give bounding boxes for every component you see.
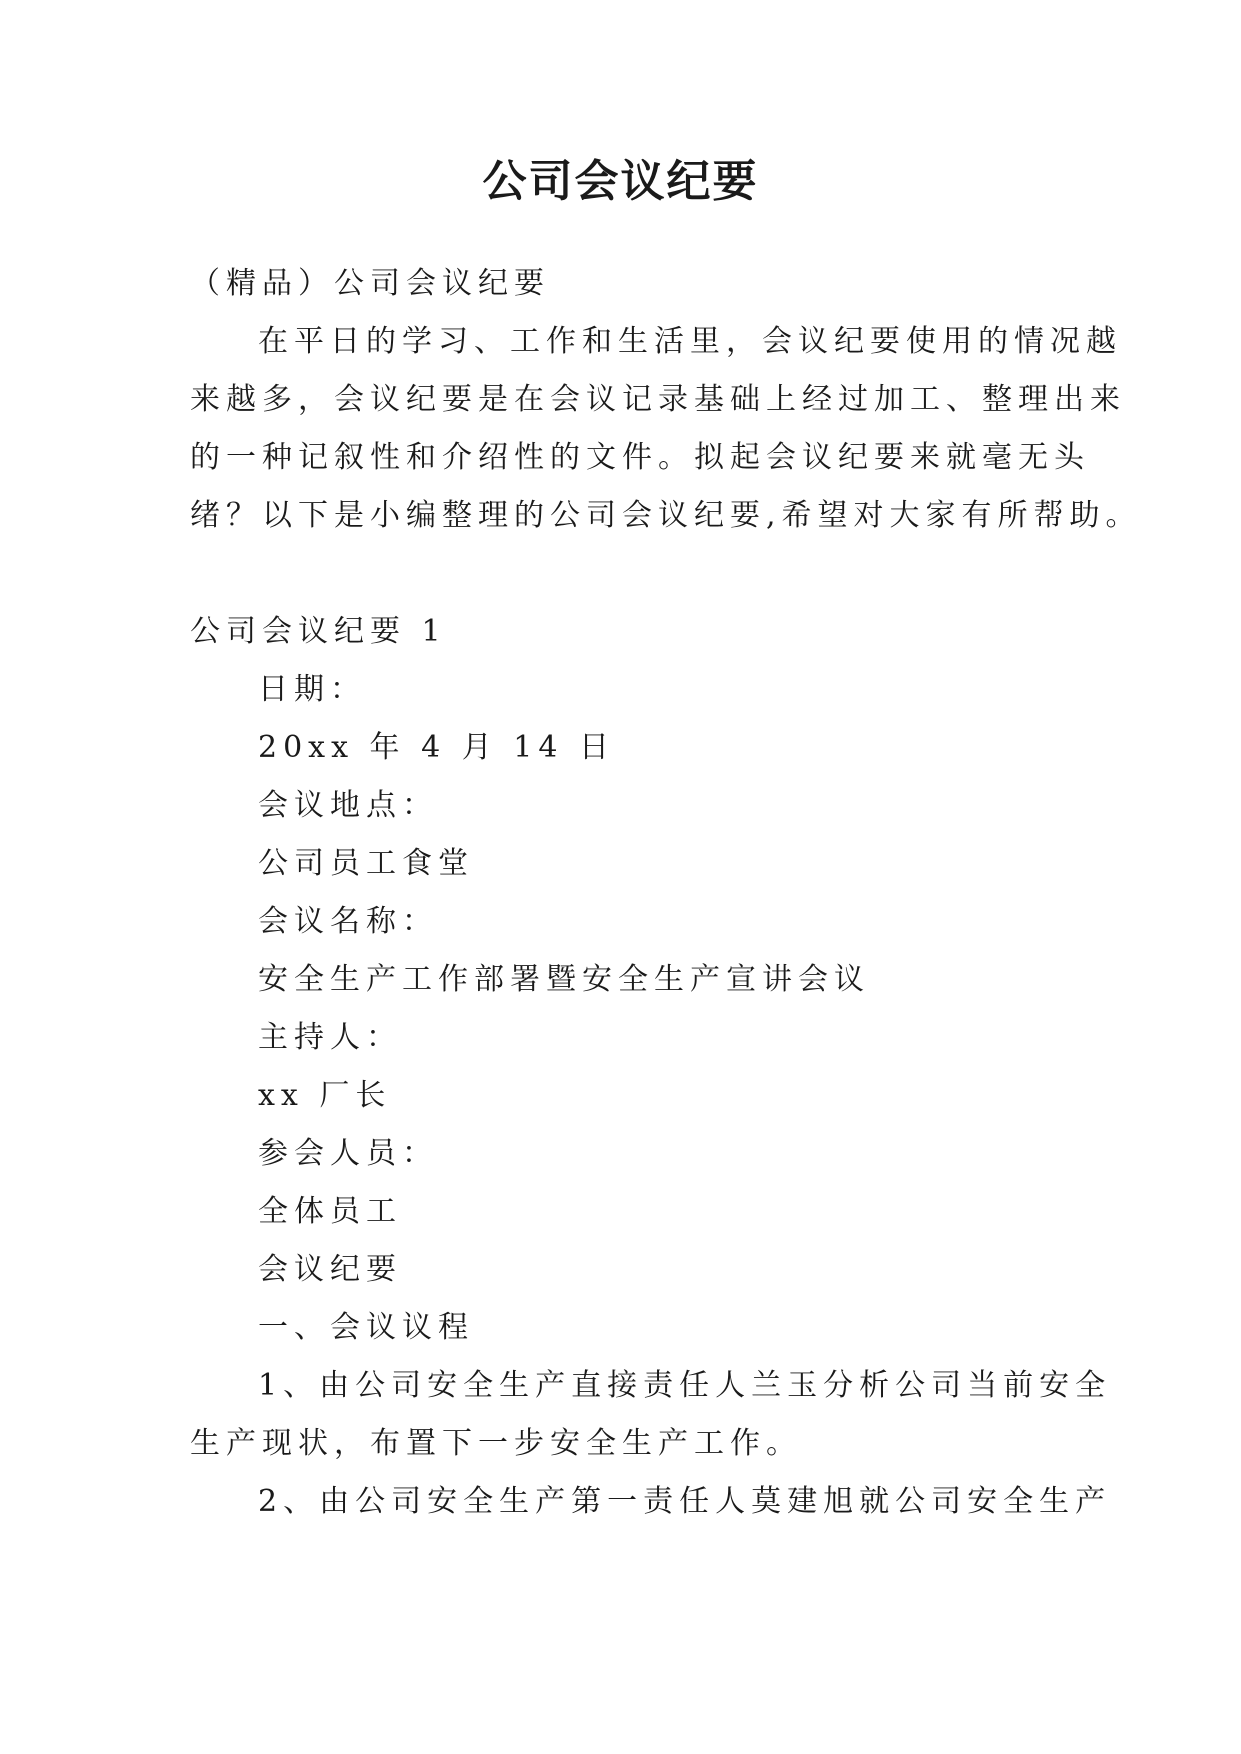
location-value: 公司员工食堂 [258,846,474,881]
intro-line: 在平日的学习、工作和生活里，会议纪要使用的情况越 [258,324,1122,359]
agenda-item-2 [190,1473,1112,1531]
host-value: xx 厂长 [258,1078,392,1113]
agenda-item-1 [190,1357,1112,1473]
document-body [190,255,1142,1531]
meeting-name-label: 会议名称： [258,904,438,939]
meeting-fields [190,661,1050,1357]
minutes-heading: 会议纪要 [258,1252,402,1287]
section-heading: 公司会议纪要 1 [190,614,447,649]
date-label: 日期： [258,672,366,707]
document-subtitle: （精品）公司会议纪要 [190,266,550,301]
intro-paragraph [190,313,1142,545]
intro-line: 来越多，会议纪要是在会议记录基础上经过加工、整理出来 [190,382,1126,417]
attendees-value: 全体员工 [258,1194,402,1229]
agenda-item-line: 1、由公司安全生产直接责任人兰玉分析公司当前安全 [258,1368,1112,1403]
intro-line: 绪？以下是小编整理的公司会议纪要,希望对大家有所帮助。 [190,498,1142,533]
host-label: 主持人： [258,1020,402,1055]
meeting-name-value: 安全生产工作部署暨安全生产宣讲会议 [258,962,870,997]
paragraph-gap [190,545,1050,603]
agenda-item-line: 2、由公司安全生产第一责任人莫建旭就公司安全生产 [258,1484,1112,1519]
date-value: 20xx 年 4 月 14 日 [258,730,615,765]
intro-line: 的一种记叙性和介绍性的文件。拟起会议纪要来就毫无头 [190,440,1090,475]
location-label: 会议地点： [258,788,438,823]
attendees-label: 参会人员： [258,1136,438,1171]
agenda-item-line: 生产现状，布置下一步安全生产工作。 [190,1426,802,1461]
document-title: 公司会议纪要 [482,156,759,207]
agenda-heading: 一、会议议程 [258,1310,474,1345]
